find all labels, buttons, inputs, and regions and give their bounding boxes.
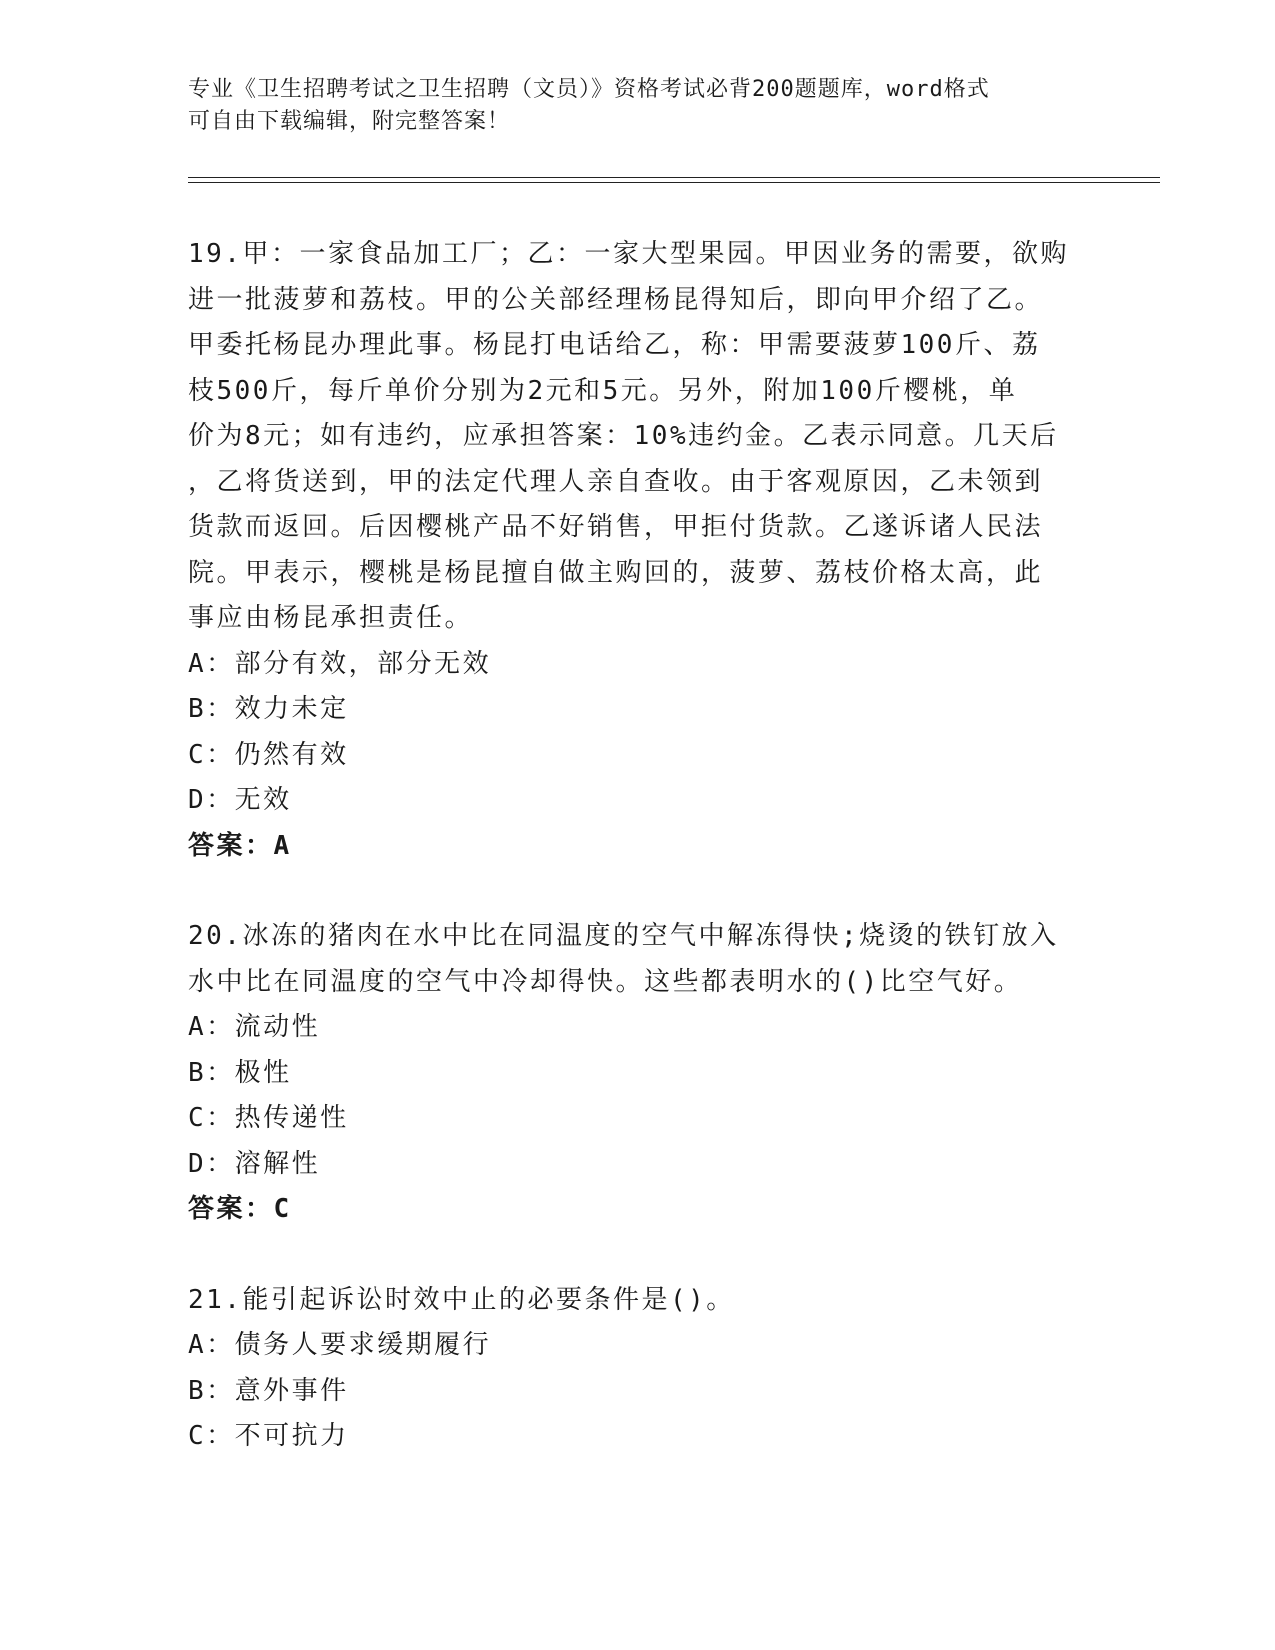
option-d: D：无效 [188, 785, 292, 815]
question-21 [188, 1278, 1088, 1460]
question-stem [188, 914, 1088, 1005]
answer-label: 答案：A [188, 830, 292, 861]
question-19 [188, 232, 1088, 869]
stem-line: 枝500斤，每斤单价分别为2元和5元。另外，附加100斤樱桃，单 [188, 375, 1018, 406]
stem-line: 21.能引起诉讼时效中止的必要条件是()。 [188, 1284, 735, 1315]
stem-line: 货款而返回。后因樱桃产品不好销售，甲拒付货款。乙遂诉诸人民法 [188, 512, 1044, 542]
stem-line: ，乙将货送到，甲的法定代理人亲自查收。由于客观原因，乙未领到 [188, 466, 1044, 497]
option-a: A：部分有效，部分无效 [188, 648, 492, 679]
document-header [188, 74, 1088, 138]
answer-label: 答案：C [188, 1194, 292, 1224]
option-a: A：债务人要求缓期履行 [188, 1330, 492, 1360]
question-20 [188, 914, 1088, 1233]
question-list [188, 232, 1088, 1460]
option-a: A：流动性 [188, 1012, 321, 1042]
option-c: C：仍然有效 [188, 739, 349, 770]
option-c: C：不可抗力 [188, 1421, 349, 1451]
stem-line: 水中比在同温度的空气中冷却得快。这些都表明水的()比空气好。 [188, 966, 1023, 997]
header-line-2: 可自由下载编辑，附完整答案！ [188, 109, 511, 134]
stem-line: 事应由杨昆承担责任。 [188, 603, 474, 633]
stem-line: 20.冰冻的猪肉在水中比在同温度的空气中解冻得快;烧烫的铁钉放入 [188, 921, 1059, 951]
header-line-1: 专业《卫生招聘考试之卫生招聘（文员）》资格考试必背200题题库，word格式 [188, 77, 990, 102]
stem-line: 价为8元；如有违约，应承担答案：10%违约金。乙表示同意。几天后 [188, 421, 1059, 451]
stem-line: 19.甲：一家食品加工厂；乙：一家大型果园。甲因业务的需要，欲购 [188, 239, 1069, 269]
option-b: B：极性 [188, 1057, 292, 1088]
header-divider [188, 177, 1160, 183]
question-stem [188, 1278, 1088, 1324]
stem-line: 院。甲表示，樱桃是杨昆擅自做主购回的，菠萝、荔枝价格太高，此 [188, 557, 1044, 588]
option-b: B：效力未定 [188, 694, 349, 724]
stem-line: 进一批菠萝和荔枝。甲的公关部经理杨昆得知后，即向甲介绍了乙。 [188, 284, 1044, 315]
option-b: B：意外事件 [188, 1375, 349, 1406]
question-stem [188, 232, 1088, 642]
stem-line: 甲委托杨昆办理此事。杨昆打电话给乙，称：甲需要菠萝100斤、荔 [188, 330, 1041, 360]
option-d: D：溶解性 [188, 1148, 321, 1179]
option-c: C：热传递性 [188, 1103, 349, 1133]
